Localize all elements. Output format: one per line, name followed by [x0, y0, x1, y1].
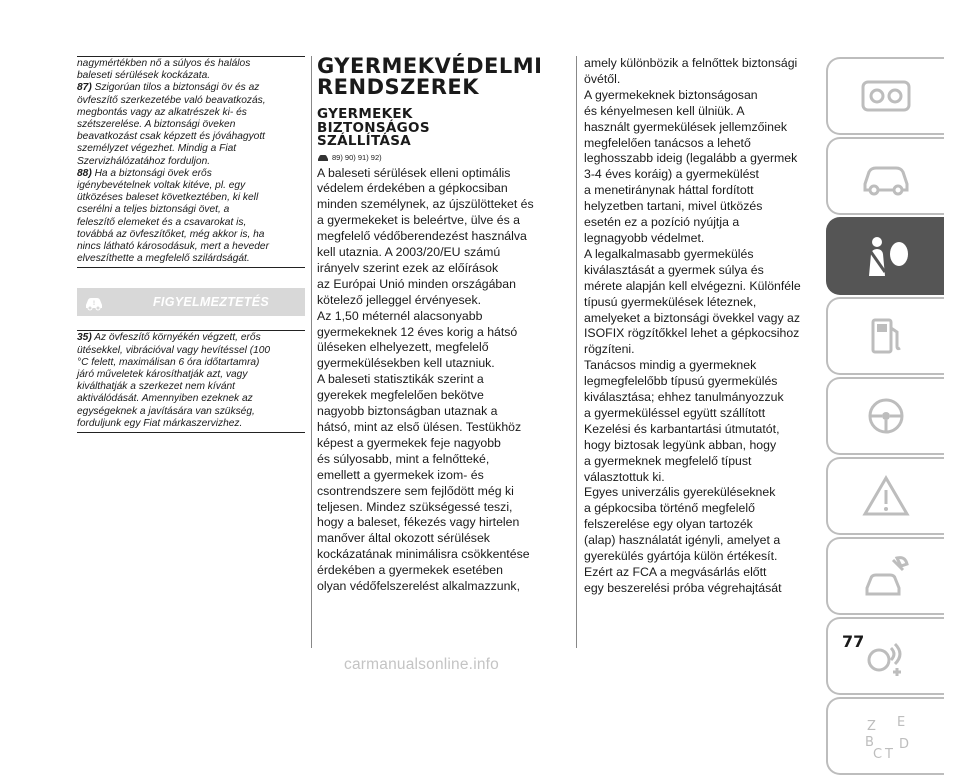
left-column [77, 56, 305, 433]
tab-getting-to-know[interactable] [826, 137, 944, 215]
section-title: GYERMEKVÉDELMI RENDSZEREK [317, 54, 543, 99]
car-dashboard-icon [857, 72, 915, 120]
note-top: nagymértékben nő a súlyos és halálos baleseti sérülések kockázata. [77, 58, 251, 82]
right-column [584, 56, 816, 597]
multimedia-icon [857, 632, 915, 680]
svg-text:C: C [873, 747, 883, 760]
section-subtitle: GYERMEKEK BIZTONSÁGOS SZÁLLÍTÁSA [317, 106, 430, 149]
warning-header [77, 288, 305, 316]
chapter-tabs [826, 57, 944, 777]
tab-starting-driving[interactable] [826, 297, 944, 375]
warning-references: 89) 90) 91) 92) [317, 153, 565, 162]
svg-text:D: D [899, 737, 910, 752]
car-warning-icon [83, 293, 105, 311]
seatbelt-airbag-icon [857, 232, 915, 280]
warning-notes-box [77, 330, 305, 433]
svg-text:!: ! [92, 300, 96, 308]
note-88: 88) Ha a biztonsági övek erős igénybevételnek voltak kitéve, pl. egy ütközéses baleset következtében, ki kell cserélni a teljes biztonsági övet, a feleszítő elemeket és a csavarokat is, továbbá az övfeszítőket, még akkor is, ha nincs látható károsodásuk, mert a heveder elveszíthette a megfelelő szilárdságát. [77, 167, 269, 265]
car-icon [857, 152, 915, 200]
svg-text:T: T [885, 747, 893, 760]
index-letters-icon [857, 712, 915, 760]
steering-wheel-icon [857, 392, 915, 440]
watermark: carmanualsonline.info [344, 656, 499, 673]
note-35: 35) Az övfeszítő környékén végzett, erős ütésekkel, vibrációval vagy hevítéssel (100 °C felett, maximálisan 6 óra időtartamra) járó műveletek károsíthatják azt, vagy kiválthatják a szerkezet nem kívánt aktiválódását. Amennyiben ezeknek az egységeknek a javítására van szükség, forduljunk egy Fiat márkaszervizhez. [77, 332, 271, 429]
page-number: 77 [842, 632, 865, 651]
tab-safety[interactable] [826, 217, 944, 295]
note-87: 87) Szigorúan tilos a biztonsági öv és az övfeszítő szerkezetébe való beavatkozás, megbontás vagy az alkatrészek ki- és szétszerelése. A biztonsági öveken beavatkozást csak képzett és jóváhagyott személyzet végezhet. Mindig a Fiat Szervizhálózatához forduljon. [77, 82, 266, 167]
tab-maintenance[interactable] [826, 537, 944, 615]
middle-column [317, 56, 565, 595]
fuel-pump-icon [857, 312, 915, 360]
note-87-label: 87) [77, 82, 92, 94]
warning-title: FIGYELMEZTETÉS [152, 295, 269, 310]
tab-dashboard[interactable] [826, 57, 944, 135]
svg-text:B: B [865, 735, 874, 750]
tab-driving[interactable] [826, 377, 944, 455]
intro-paragraph: A baleseti sérülések elleni optimális védelem érdekében a gépkocsiban minden személynek, az újszülötteket és a gyermekeket is beleértve, ülve és a megfelelő védőberendezést használva kell utaznia. A 2003/20/EU számú irányelv szerint ezek az előírások az Európai Unió minden országában kötelező jelleggel érvényesek. Az 1,50 méternél alacsonyabb gyermekeknek 12 éves korig a hátsó üléseken elhelyezett, megfelelő gyermekülésekben kell utazniuk. A baleseti statisztikák szerint a gyerekek megfelelően bekötve nagyobb biztonságban utaznak a hátsó, mint az első ülésen. Testükhöz képest a gyermekek feje nagyobb és súlyosabb, mint a felnőtteké, emellett a gyermekek izom- és csontrendszere sem fejlődött még ki teljesen. Mindez szükségessé teszi, hogy a baleset, fékezés vagy hirtelen manőver által okozott sérülések kockázatának minimálisra csökkentése érdekében a gyermekek esetében olyan védőfelszerelést alkalmazzunk, [317, 165, 534, 594]
svg-text:E: E [897, 715, 906, 730]
car-warning-small-icon [317, 153, 329, 162]
note-35-label: 35) [77, 332, 92, 344]
note-88-label: 88) [77, 167, 92, 179]
safety-notes-box [77, 56, 305, 268]
tab-index[interactable] [826, 697, 944, 775]
warning-triangle-icon [857, 472, 915, 520]
column-divider-1 [311, 56, 312, 648]
continuation-paragraph: amely különbözik a felnőttek biztonsági övétől. A gyermekeknek biztonságosan és kényelmesen kell ülniük. A használt gyermekülések jellemzőinek megfelelően tanácsos a lehető leghosszabb ideig (legalább a gyermek 3-4 éves koráig) a gyermekülést a menetiránynak háttal fordított helyzetben tartani, mivel ütközés esetén ez a pozíció nyújtja a legnagyobb védelmet. A legalkalmasabb gyermekülés kiválasztását a gyermek súlya és mérete alapján kell elvégezni. Különféle típusú gyermekülések léteznek, amelyeket a biztonsági övekkel vagy az ISOFIX rögzítőkkel lehet a gépkocsihoz rögzíteni. Tanácsos mindig a gyermeknek legmegfelelőbb típusú gyermekülés kiválasztása; ehhez tanulmányozzuk a gyermeküléssel együtt szállított Kezelési és karbantartási útmutatót, hogy biztosak legyünk abban, hogy a gyermeknek megfelelő típust választottuk ki. Egyes univerzális gyereküléseknek a gépkocsiba történő megfelelő felszerelése egy olyan tartozék (alap) használatát igényli, amelyet a gyerekülés gyártója külön értékesít. Ezért az FCA a megvásárlás előtt egy beszerelési próba végrehajtását [584, 56, 801, 595]
wrench-car-icon [857, 552, 915, 600]
svg-text:Z: Z [867, 719, 876, 734]
column-divider-2 [576, 56, 577, 648]
tab-emergency[interactable] [826, 457, 944, 535]
tab-multimedia[interactable] [826, 617, 944, 695]
